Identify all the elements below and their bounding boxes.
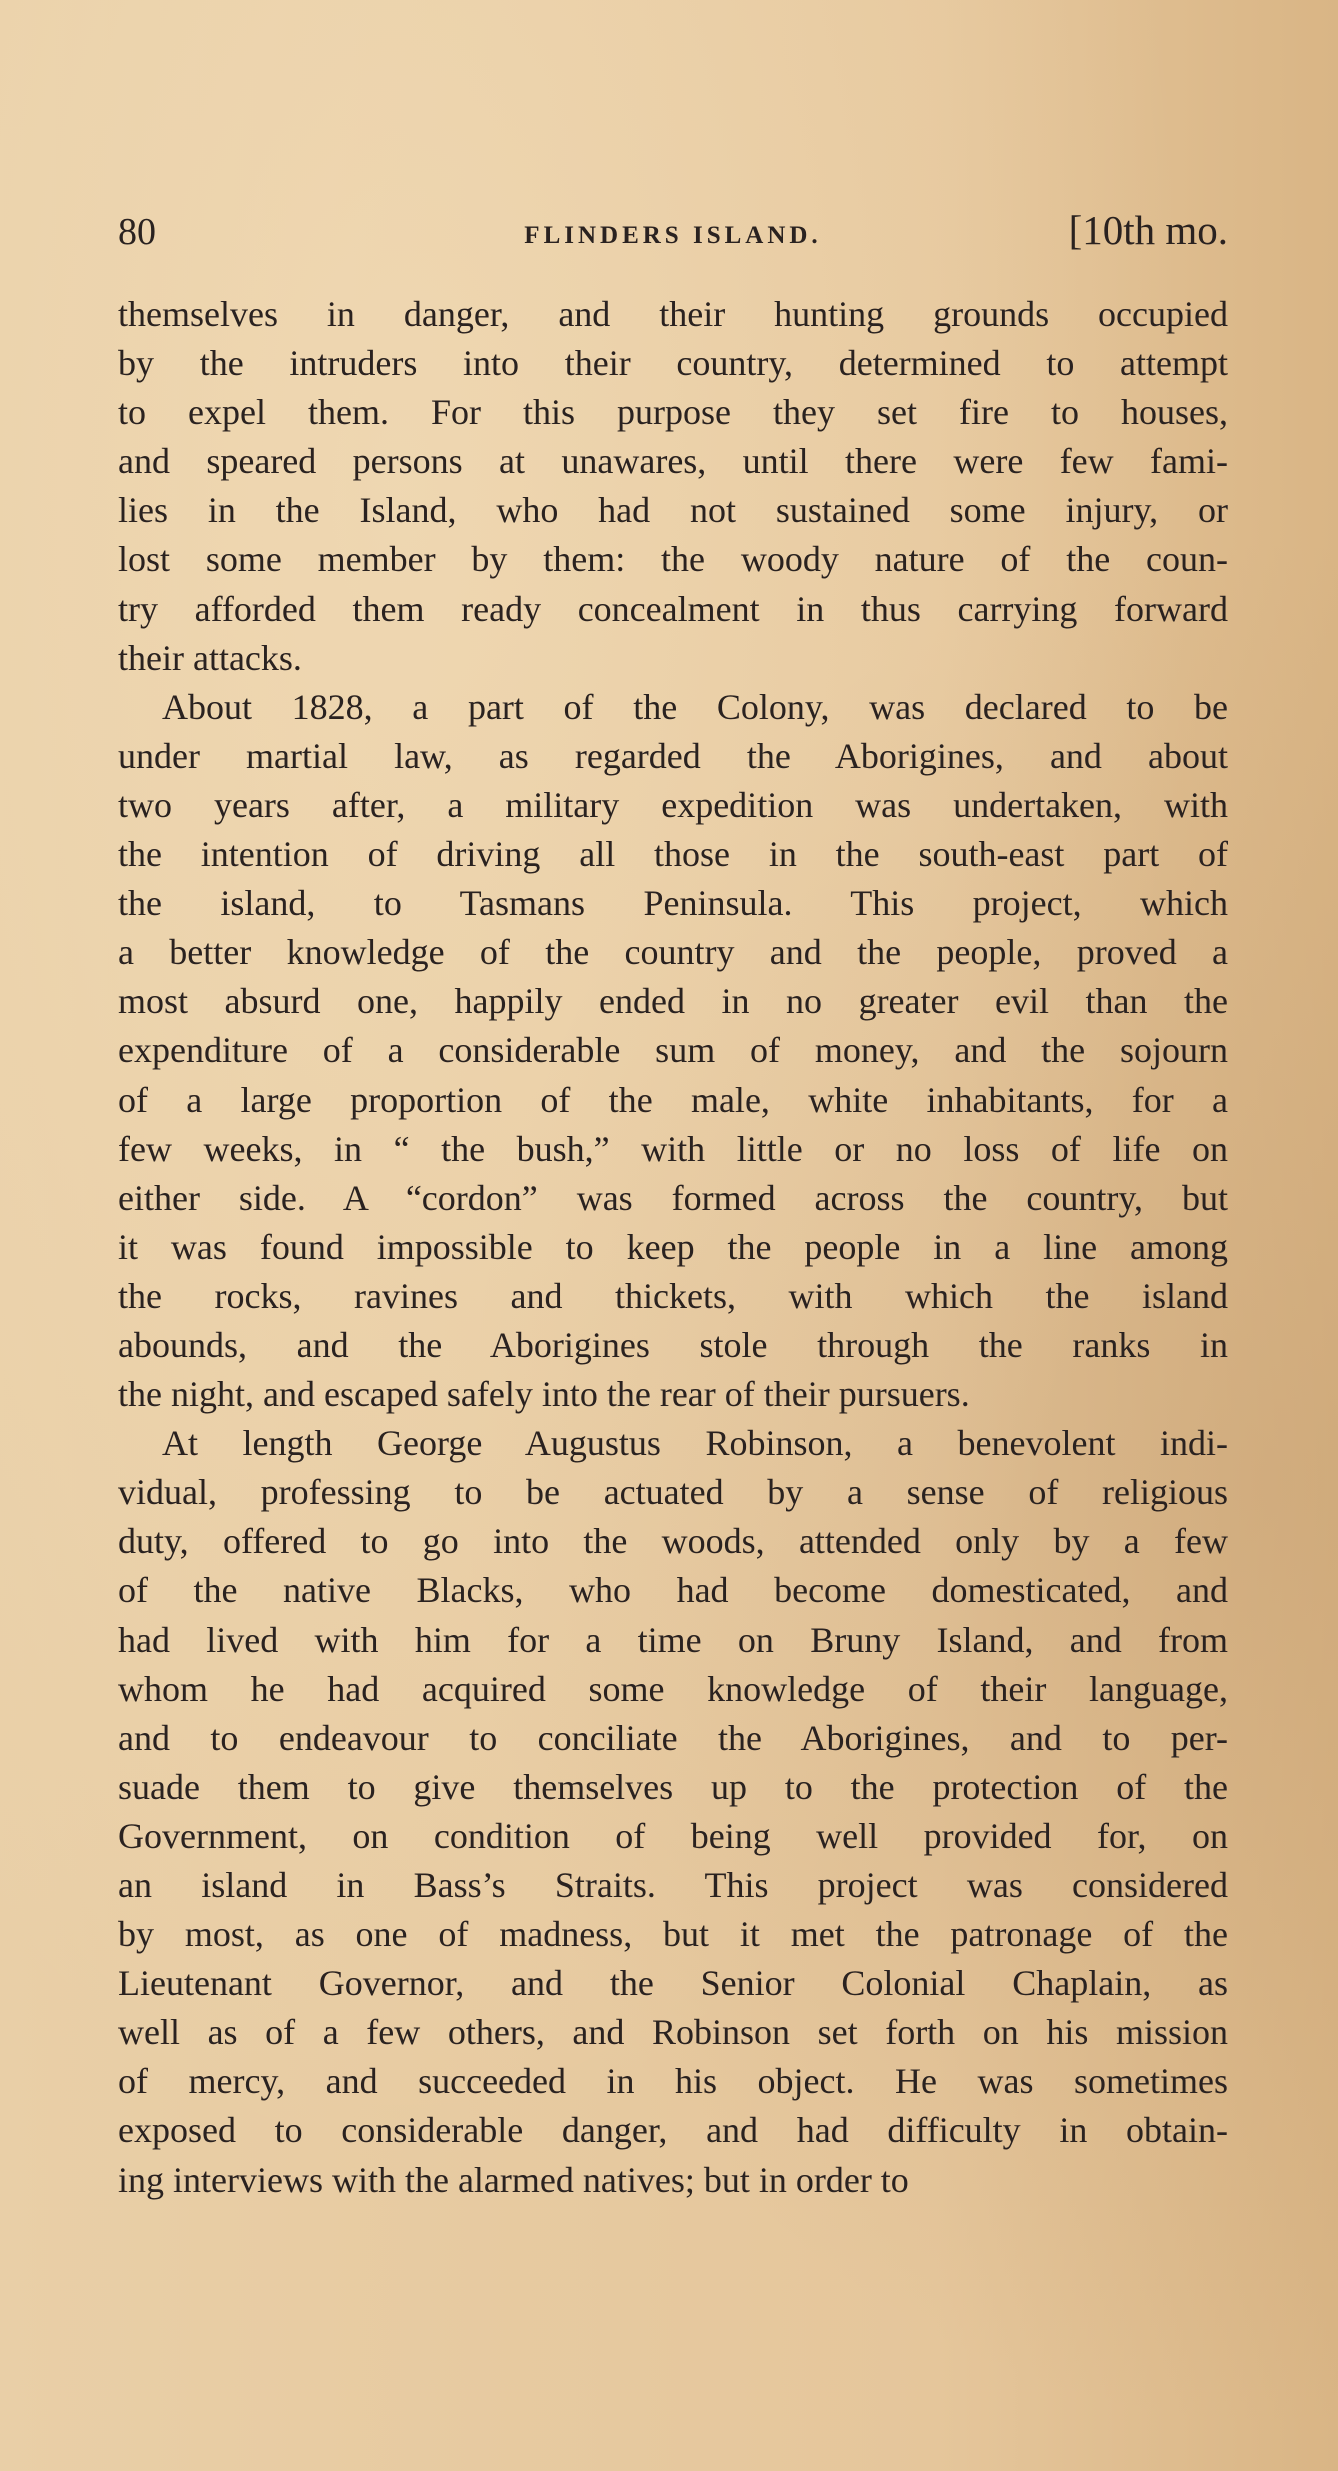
text-line: suade them to give themselves up to the protection of the [118,1766,1228,1807]
text-line: of mercy, and succeeded in his object. He was sometimes [118,2061,1228,2102]
text-line: to expel them. For this purpose they set fire to houses, [118,392,1228,433]
text-line: of the native Blacks, who had become domesticated, and [118,1570,1228,1611]
text-line: expenditure of a considerable sum of money, and the sojourn [118,1030,1228,1071]
text-line: most absurd one, happily ended in no greater evil than the [118,981,1228,1022]
text-line: had lived with him for a time on Bruny Island, and from [118,1619,1228,1660]
margin-note: [10th mo. [1068,207,1228,253]
text-line: try afforded them ready concealment in thus carrying forward [118,588,1228,629]
text-line: few weeks, in “ the bush,” with little or no loss of life on [118,1128,1228,1169]
text-line: the rocks, ravines and thickets, with which the island [118,1275,1228,1316]
text-line: it was found impossible to keep the people in a line among [118,1226,1228,1267]
text-line: two years after, a military expedition was undertaken, with [118,784,1228,825]
text-line: Government, on condition of being well provided for, on [118,1815,1228,1856]
text-line: whom he had acquired some knowledge of their language, [118,1668,1228,1709]
running-title: FLINDERS ISLAND. [524,222,822,249]
text-line: and speared persons at unawares, until there were few fami- [118,441,1228,482]
text-line: an island in Bass’s Straits. This project was considered [118,1865,1228,1905]
running-head [118,206,1228,262]
text-line: exposed to considerable danger, and had difficulty in obtain- [118,2110,1228,2151]
text-line: their attacks. [118,637,302,678]
text-line: vidual, professing to be actuated by a sense of religious [118,1472,1228,1513]
text-line: duty, offered to go into the woods, attended only by a few [118,1521,1228,1562]
paragraph [118,1419,1228,2205]
text-line: the night, and escaped safely into the rear of their pursuers. [118,1374,970,1415]
text-line: lost some member by them: the woody nature of the coun- [118,539,1228,580]
text-line: themselves in danger, and their hunting grounds occupied [118,294,1228,334]
text-line: At length George Augustus Robinson, a benevolent indi- [162,1423,1228,1464]
text-line: About 1828, a part of the Colony, was declared to be [162,686,1228,727]
text-line: by the intruders into their country, determined to attempt [118,343,1228,384]
text-line: abounds, and the Aborigines stole through the ranks in [118,1324,1228,1365]
text-line: ing interviews with the alarmed natives; but in order to [118,2159,909,2200]
page-number: 80 [118,211,156,253]
text-line: the island, to Tasmans Peninsula. This project, which [118,883,1228,924]
paragraph [118,290,1228,683]
text-line: well as of a few others, and Robinson set forth on his mission [118,2012,1228,2053]
text-line: under martial law, as regarded the Aborigines, and about [118,735,1228,776]
text-line: of a large proportion of the male, white inhabitants, for a [118,1079,1228,1120]
text-line: either side. A “cordon” was formed across the country, but [118,1177,1228,1218]
text-line: a better knowledge of the country and the people, proved a [118,932,1228,973]
text-line: Lieutenant Governor, and the Senior Colonial Chaplain, as [118,1963,1228,2004]
text-line: lies in the Island, who had not sustained some injury, or [118,490,1228,531]
paragraph [118,683,1228,1419]
text-line: and to endeavour to conciliate the Aborigines, and to per- [118,1717,1228,1758]
text-line: by most, as one of madness, but it met the patronage of the [118,1914,1228,1955]
body-text [118,290,1228,2205]
text-line: the intention of driving all those in the south-east part of [118,834,1228,875]
